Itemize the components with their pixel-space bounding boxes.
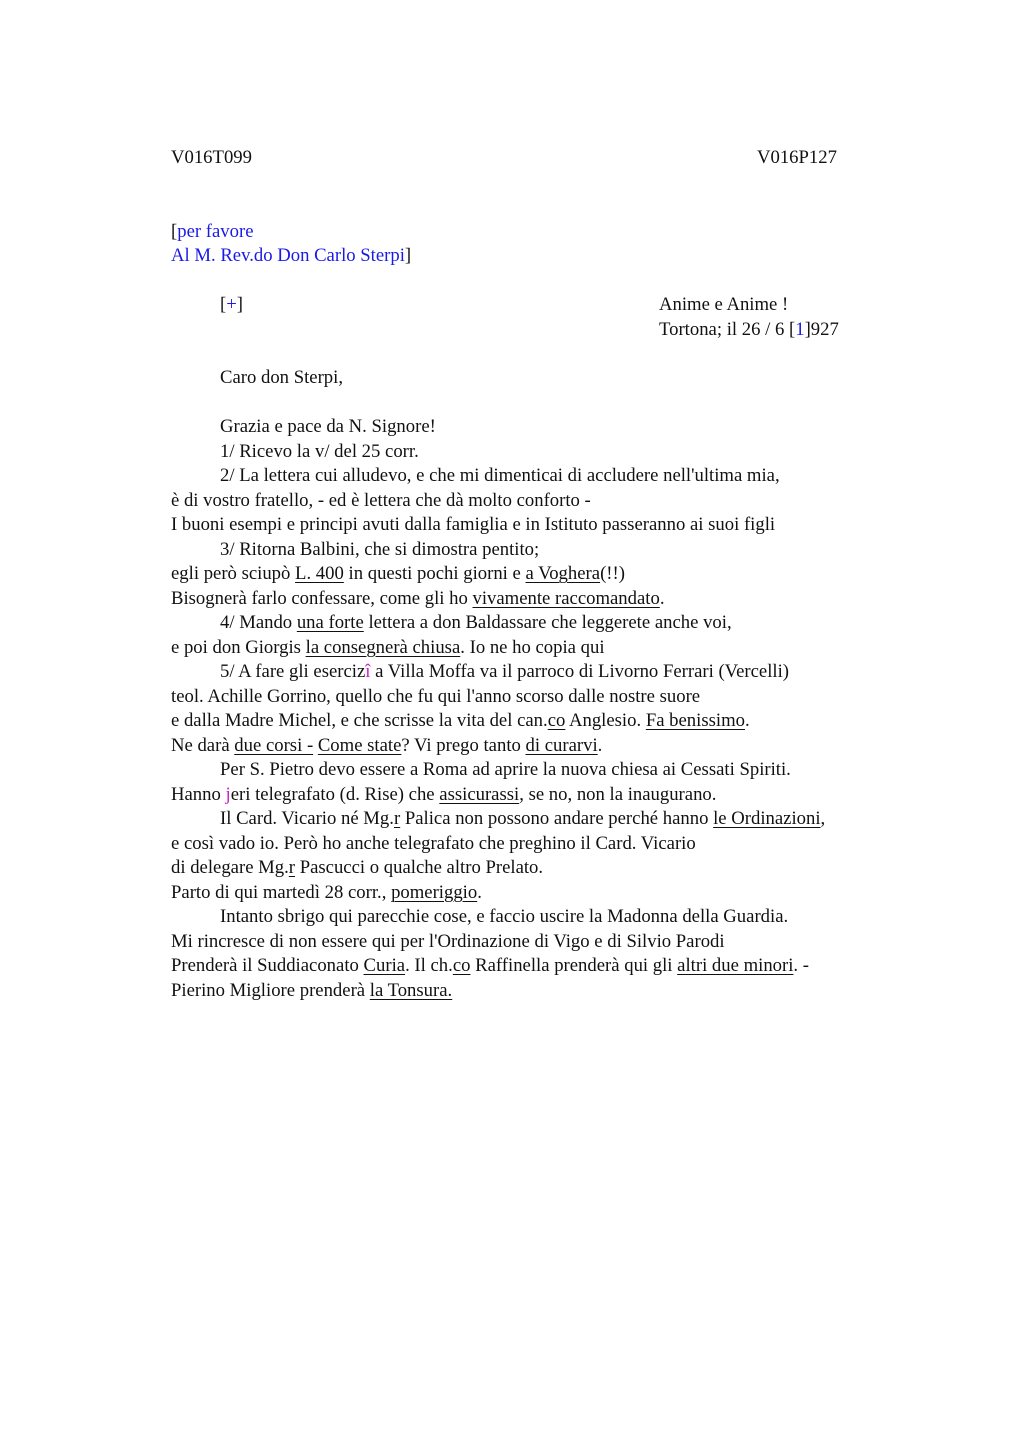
address-line-1: [per favore (171, 221, 254, 242)
letter-line: è di vostro fratello, - ed è lettera che dà molto conforto - (171, 489, 591, 511)
letter-line: di delegare Mg.r Pascucci o qualche altro Prelato. (171, 857, 544, 878)
document-code-right: V016P127 (757, 147, 837, 168)
letter-line: e dalla Madre Michel, e che scrisse la vita del can.co Anglesio. Fa benissimo. (171, 710, 750, 731)
letter-line: Prenderà il Suddiaconato Curia. Il ch.co Raffinella prenderà qui gli altri due minori. - (171, 955, 809, 976)
letter-line: 2/ La lettera cui alludevo, e che mi dimenticai di accludere nell'ultima mia, (220, 465, 780, 486)
letter-line: Parto di qui martedì 28 corr., pomeriggio. (171, 881, 482, 903)
letter-line: egli però sciupò L. 400 in questi pochi giorni e a Voghera(!!) (171, 563, 625, 584)
letter-line: 3/ Ritorna Balbini, che si dimostra pentito; (220, 538, 540, 560)
letter-line: teol. Achille Gorrino, quello che fu qui l'anno scorso dalle nostre suore (171, 685, 701, 707)
letter-line: I buoni esempi e principi avuti dalla famiglia e in Istituto passeranno ai suoi figli (171, 514, 776, 535)
letter-line: 1/ Ricevo la v/ del 25 corr. (220, 440, 419, 462)
address-line-2: Al M. Rev.do Don Carlo Sterpi] (171, 245, 412, 266)
letter-body (171, 415, 911, 1003)
salutation: Caro don Sterpi, (220, 367, 344, 388)
letter-line: Grazia e pace da N. Signore! (220, 416, 436, 437)
letter-line: Ne darà due corsi - Come state? Vi prego tanto di curarvi. (171, 734, 603, 756)
letter-line: e poi don Giorgis la consegnerà chiusa. Io ne ho copia qui (171, 636, 605, 658)
motto: Anime e Anime ! (659, 294, 789, 315)
letter-line: 4/ Mando una forte lettera a don Baldassare che leggerete anche voi, (220, 612, 732, 633)
letter-line: e così vado io. Però ho anche telegrafato che preghino il Card. Vicario (171, 832, 696, 854)
letter-line: Mi rincresce di non essere qui per l'Ordinazione di Vigo e di Silvio Parodi (171, 930, 725, 952)
letter-line: Hanno jeri telegrafato (d. Rise) che assicurassi, se no, non la inaugurano. (171, 783, 717, 805)
letter-line: Il Card. Vicario né Mg.r Palica non possono andare perché hanno le Ordinazioni, (220, 808, 826, 829)
document-code-left: V016T099 (171, 147, 252, 168)
cross-symbol: [+] (220, 294, 244, 315)
place-date: Tortona; il 26 / 6 [1]927 (659, 319, 839, 340)
letter-line: Intanto sbrigo qui parecchie cose, e faccio uscire la Madonna della Guardia. (220, 906, 789, 927)
letter-line: Per S. Pietro devo essere a Roma ad aprire la nuova chiesa ai Cessati Spiriti. (220, 759, 791, 780)
letter-line: Pierino Migliore prenderà la Tonsura. (171, 979, 453, 1001)
letter-line: Bisognerà farlo confessare, come gli ho vivamente raccomandato. (171, 587, 665, 609)
letter-line: 5/ A fare gli esercizî a Villa Moffa va il parroco di Livorno Ferrari (Vercelli) (220, 661, 790, 682)
